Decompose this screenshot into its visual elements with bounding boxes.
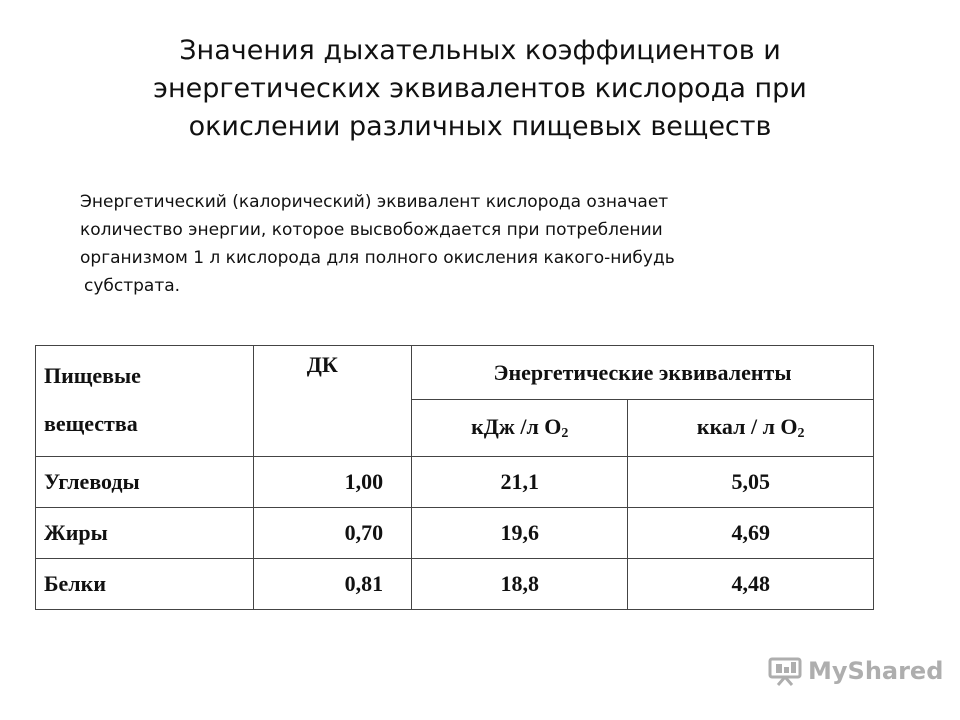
cell-kj: 18,8: [412, 559, 628, 610]
header-food-substances: [36, 346, 254, 457]
table-row: [36, 508, 874, 559]
header-kcal-text: ккал / л О: [696, 414, 798, 440]
description-line-3: организмом 1 л кислорода для полного окисления какого-нибудь: [80, 248, 675, 268]
watermark-text: MyShared: [808, 657, 944, 685]
cell-kj: 19,6: [412, 508, 628, 559]
title-line-3: окислении различных пищевых веществ: [188, 111, 772, 142]
page-title: [0, 32, 960, 146]
cell-name: Углеводы: [36, 457, 254, 508]
header-food-line-1: Пищевые: [44, 363, 141, 388]
cell-dk: 1,00: [253, 457, 411, 508]
header-kcal-subscript: 2: [797, 426, 805, 442]
cell-name: Жиры: [36, 508, 254, 559]
cell-kj: 21,1: [412, 457, 628, 508]
cell-kcal: 4,69: [628, 508, 874, 559]
presentation-icon: [768, 656, 802, 686]
coefficients-table: [35, 345, 874, 610]
cell-dk: 0,81: [253, 559, 411, 610]
header-kcal-per-l-o2: [628, 400, 874, 457]
cell-kcal: 5,05: [628, 457, 874, 508]
description-paragraph: [80, 188, 880, 300]
table-row: [36, 457, 874, 508]
description-line-2: количество энергии, которое высвобождается при потреблении: [80, 220, 663, 240]
watermark-logo[interactable]: [768, 656, 943, 686]
header-kj-text: кДж /л О: [471, 414, 562, 440]
title-line-2: энергетических эквивалентов кислорода при: [153, 73, 807, 104]
cell-name: Белки: [36, 559, 254, 610]
header-energy-equivalents: Энергетические эквиваленты: [412, 346, 874, 400]
cell-dk: 0,70: [253, 508, 411, 559]
header-dk: ДК: [253, 346, 411, 457]
header-kj-subscript: 2: [561, 426, 569, 442]
header-kj-per-l-o2: [412, 400, 628, 457]
title-line-1: Значения дыхательных коэффициентов и: [179, 35, 781, 66]
description-line-4: субстрата.: [84, 276, 181, 296]
table-header-row: [36, 346, 874, 400]
table-row: [36, 559, 874, 610]
description-line-1: Энергетический (калорический) эквивалент кислорода означает: [80, 192, 669, 212]
cell-kcal: 4,48: [628, 559, 874, 610]
header-food-line-2: вещества: [44, 411, 138, 436]
